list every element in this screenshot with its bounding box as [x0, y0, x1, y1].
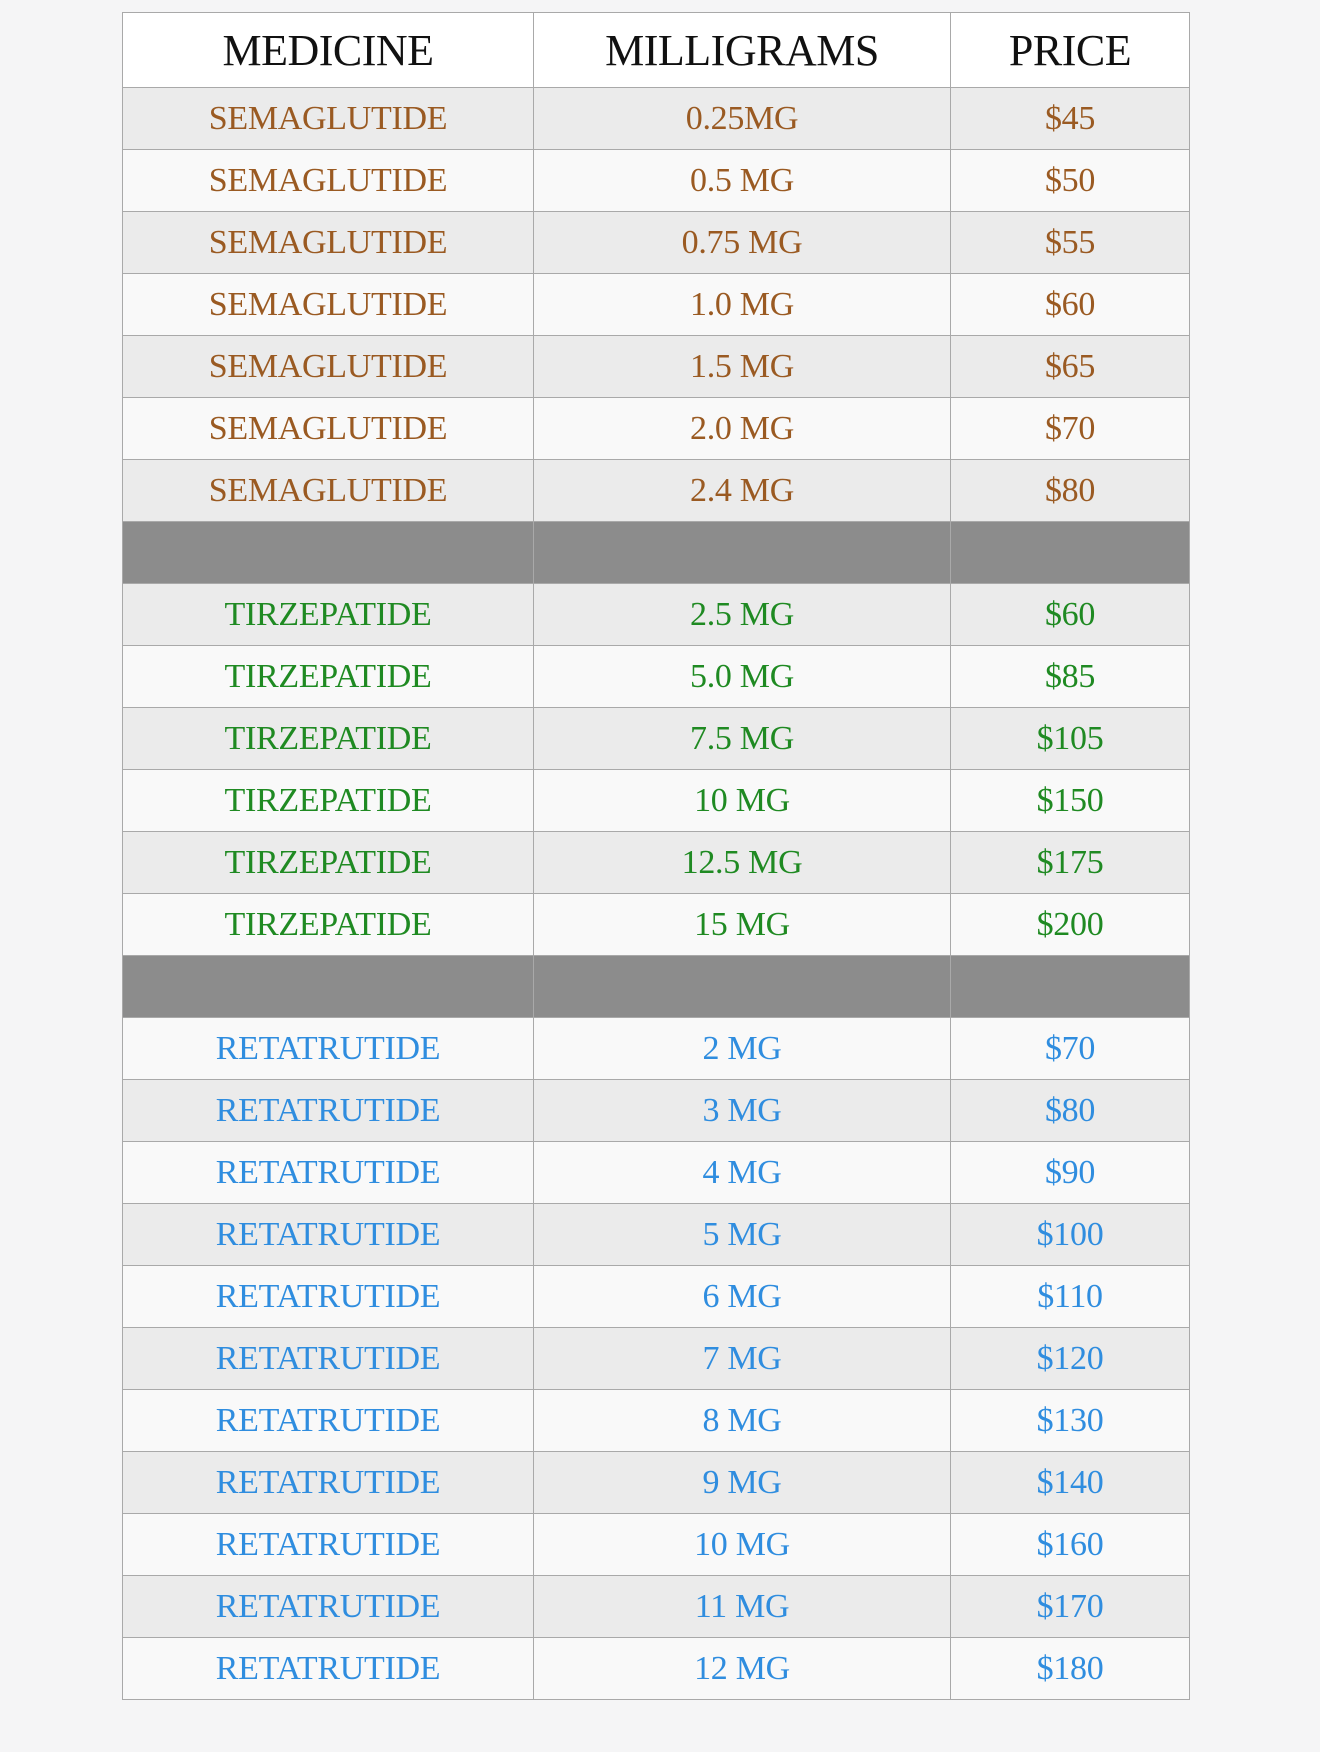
price-cell: $140: [951, 1452, 1190, 1514]
separator-cell: [951, 956, 1190, 1018]
header-price: PRICE: [951, 13, 1190, 88]
table-row-retatrutide: [123, 1576, 1190, 1638]
medicine-cell: TIRZEPATIDE: [123, 708, 534, 770]
price-cell: $110: [951, 1266, 1190, 1328]
milligrams-cell: 11 MG: [534, 1576, 951, 1638]
table-header: [123, 13, 1190, 88]
price-cell: $85: [951, 646, 1190, 708]
milligrams-cell: 7 MG: [534, 1328, 951, 1390]
milligrams-cell: 12 MG: [534, 1638, 951, 1700]
medicine-cell: RETATRUTIDE: [123, 1390, 534, 1452]
medicine-cell: TIRZEPATIDE: [123, 832, 534, 894]
medicine-cell: SEMAGLUTIDE: [123, 336, 534, 398]
table-row-semaglutide: [123, 336, 1190, 398]
medicine-cell: TIRZEPATIDE: [123, 770, 534, 832]
table-row-tirzepatide: [123, 646, 1190, 708]
table-row-semaglutide: [123, 88, 1190, 150]
milligrams-cell: 3 MG: [534, 1080, 951, 1142]
medicine-cell: RETATRUTIDE: [123, 1514, 534, 1576]
medicine-cell: RETATRUTIDE: [123, 1452, 534, 1514]
medicine-cell: TIRZEPATIDE: [123, 584, 534, 646]
price-cell: $160: [951, 1514, 1190, 1576]
medicine-cell: RETATRUTIDE: [123, 1080, 534, 1142]
milligrams-cell: 0.75 MG: [534, 212, 951, 274]
medicine-cell: SEMAGLUTIDE: [123, 88, 534, 150]
table-row-semaglutide: [123, 150, 1190, 212]
table-row-retatrutide: [123, 1080, 1190, 1142]
medicine-cell: SEMAGLUTIDE: [123, 212, 534, 274]
price-cell: $90: [951, 1142, 1190, 1204]
table-row-retatrutide: [123, 1142, 1190, 1204]
separator-cell: [951, 522, 1190, 584]
medicine-cell: RETATRUTIDE: [123, 1576, 534, 1638]
milligrams-cell: 10 MG: [534, 1514, 951, 1576]
medicine-cell: SEMAGLUTIDE: [123, 460, 534, 522]
medicine-cell: RETATRUTIDE: [123, 1204, 534, 1266]
price-cell: $130: [951, 1390, 1190, 1452]
table-row-semaglutide: [123, 212, 1190, 274]
separator-row: [123, 522, 1190, 584]
medicine-cell: SEMAGLUTIDE: [123, 398, 534, 460]
table-body: [123, 88, 1190, 1700]
medicine-cell: TIRZEPATIDE: [123, 646, 534, 708]
header-row: [123, 13, 1190, 88]
price-cell: $200: [951, 894, 1190, 956]
table-row-semaglutide: [123, 460, 1190, 522]
table-row-tirzepatide: [123, 770, 1190, 832]
price-cell: $105: [951, 708, 1190, 770]
price-cell: $70: [951, 1018, 1190, 1080]
table-row-retatrutide: [123, 1204, 1190, 1266]
table-row-retatrutide: [123, 1018, 1190, 1080]
medicine-cell: RETATRUTIDE: [123, 1142, 534, 1204]
milligrams-cell: 9 MG: [534, 1452, 951, 1514]
separator-cell: [534, 522, 951, 584]
price-cell: $60: [951, 584, 1190, 646]
milligrams-cell: 12.5 MG: [534, 832, 951, 894]
separator-cell: [534, 956, 951, 1018]
milligrams-cell: 6 MG: [534, 1266, 951, 1328]
separator-cell: [123, 522, 534, 584]
medicine-cell: RETATRUTIDE: [123, 1018, 534, 1080]
price-cell: $65: [951, 336, 1190, 398]
milligrams-cell: 0.25MG: [534, 88, 951, 150]
price-cell: $80: [951, 1080, 1190, 1142]
price-cell: $175: [951, 832, 1190, 894]
milligrams-cell: 15 MG: [534, 894, 951, 956]
header-medicine: MEDICINE: [123, 13, 534, 88]
table-row-retatrutide: [123, 1452, 1190, 1514]
table-row-retatrutide: [123, 1266, 1190, 1328]
milligrams-cell: 0.5 MG: [534, 150, 951, 212]
medicine-cell: RETATRUTIDE: [123, 1638, 534, 1700]
medicine-cell: TIRZEPATIDE: [123, 894, 534, 956]
price-cell: $150: [951, 770, 1190, 832]
milligrams-cell: 5 MG: [534, 1204, 951, 1266]
price-cell: $80: [951, 460, 1190, 522]
medicine-cell: SEMAGLUTIDE: [123, 150, 534, 212]
price-cell: $180: [951, 1638, 1190, 1700]
milligrams-cell: 2 MG: [534, 1018, 951, 1080]
price-cell: $170: [951, 1576, 1190, 1638]
price-cell: $120: [951, 1328, 1190, 1390]
milligrams-cell: 2.5 MG: [534, 584, 951, 646]
separator-cell: [123, 956, 534, 1018]
price-cell: $45: [951, 88, 1190, 150]
table-row-semaglutide: [123, 398, 1190, 460]
price-cell: $50: [951, 150, 1190, 212]
table-row-tirzepatide: [123, 894, 1190, 956]
table-row-retatrutide: [123, 1638, 1190, 1700]
table-row-retatrutide: [123, 1390, 1190, 1452]
milligrams-cell: 1.5 MG: [534, 336, 951, 398]
milligrams-cell: 1.0 MG: [534, 274, 951, 336]
price-table: [122, 12, 1190, 1700]
medicine-cell: SEMAGLUTIDE: [123, 274, 534, 336]
milligrams-cell: 2.0 MG: [534, 398, 951, 460]
table-row-semaglutide: [123, 274, 1190, 336]
milligrams-cell: 2.4 MG: [534, 460, 951, 522]
table-row-tirzepatide: [123, 584, 1190, 646]
price-cell: $55: [951, 212, 1190, 274]
price-cell: $70: [951, 398, 1190, 460]
table-row-retatrutide: [123, 1328, 1190, 1390]
milligrams-cell: 10 MG: [534, 770, 951, 832]
price-cell: $60: [951, 274, 1190, 336]
medicine-cell: RETATRUTIDE: [123, 1266, 534, 1328]
table-row-tirzepatide: [123, 708, 1190, 770]
milligrams-cell: 8 MG: [534, 1390, 951, 1452]
milligrams-cell: 4 MG: [534, 1142, 951, 1204]
separator-row: [123, 956, 1190, 1018]
medicine-cell: RETATRUTIDE: [123, 1328, 534, 1390]
header-milligrams: MILLIGRAMS: [534, 13, 951, 88]
table-row-tirzepatide: [123, 832, 1190, 894]
milligrams-cell: 5.0 MG: [534, 646, 951, 708]
table-row-retatrutide: [123, 1514, 1190, 1576]
milligrams-cell: 7.5 MG: [534, 708, 951, 770]
price-cell: $100: [951, 1204, 1190, 1266]
